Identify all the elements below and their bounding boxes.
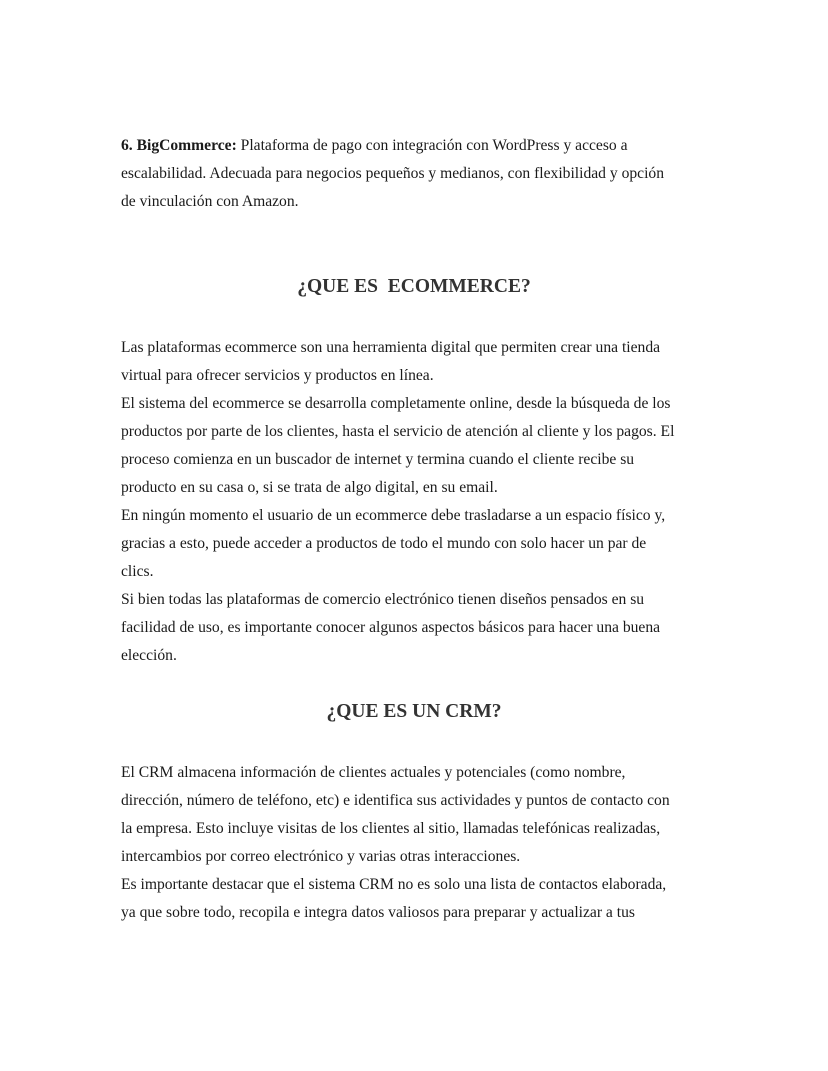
paragraph-line: elección. xyxy=(121,647,177,664)
paragraph-line: de vinculación con Amazon. xyxy=(121,193,299,210)
paragraph-line: gracias a esto, puede acceder a productos de todo el mundo con solo hacer un par de xyxy=(121,535,647,552)
paragraph-line: producto en su casa o, si se trata de algo digital, en su email. xyxy=(121,479,498,496)
paragraph-line: Las plataformas ecommerce son una herramienta digital que permiten crear una tienda xyxy=(121,339,661,356)
paragraph-line: facilidad de uso, es importante conocer algunos aspectos básicos para hacer una buena xyxy=(121,619,661,636)
paragraph-line: clics. xyxy=(121,563,154,580)
paragraph-line: intercambios por correo electrónico y varias otras interacciones. xyxy=(121,848,521,865)
paragraph-line: virtual para ofrecer servicios y productos en línea. xyxy=(121,367,434,384)
paragraph-line: proceso comienza en un buscador de internet y termina cuando el cliente recibe su xyxy=(121,451,635,468)
paragraph-line: El sistema del ecommerce se desarrolla completamente online, desde la búsqueda de los xyxy=(121,395,671,412)
crm-paragraph xyxy=(121,759,721,927)
ecommerce-paragraph xyxy=(121,334,721,670)
paragraph-line: Si bien todas las plataformas de comercio electrónico tienen diseños pensados en su xyxy=(121,591,645,608)
paragraph-line: ya que sobre todo, recopila e integra datos valiosos para preparar y actualizar a tus xyxy=(121,904,635,921)
bigcommerce-paragraph xyxy=(121,132,721,216)
paragraph-line: la empresa. Esto incluye visitas de los clientes al sitio, llamadas telefónicas realizadas, xyxy=(121,820,661,837)
paragraph-line: En ningún momento el usuario de un ecommerce debe trasladarse a un espacio físico y, xyxy=(121,507,666,524)
crm-heading: ¿QUE ES UN CRM? xyxy=(326,701,502,722)
paragraph-line xyxy=(121,132,721,160)
paragraph-line: El CRM almacena información de clientes actuales y potenciales (como nombre, xyxy=(121,764,626,781)
line-text: Plataforma de pago con integración con WordPress y acceso a xyxy=(236,137,628,154)
paragraph-line: Es importante destacar que el sistema CRM no es solo una lista de contactos elaborada, xyxy=(121,876,667,893)
paragraph-line: productos por parte de los clientes, hasta el servicio de atención al cliente y los pagos. El xyxy=(121,423,675,440)
paragraph-line: dirección, número de teléfono, etc) e identifica sus actividades y puntos de contacto con xyxy=(121,792,670,809)
ecommerce-heading: ¿QUE ES ECOMMERCE? xyxy=(297,276,531,297)
paragraph-line: escalabilidad. Adecuada para negocios pequeños y medianos, con flexibilidad y opción xyxy=(121,165,665,182)
bigcommerce-label: 6. BigCommerce: xyxy=(121,137,237,154)
